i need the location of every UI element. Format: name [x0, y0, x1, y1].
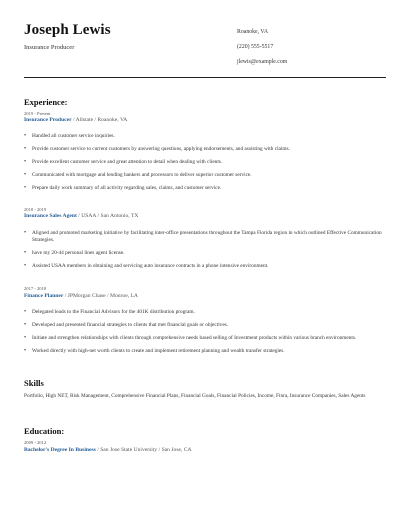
education-heading: Education:	[24, 426, 65, 436]
list-item: • Worked directly with high-net worth clients to create and implement retirement planning and wealth transfer strategies.	[24, 348, 386, 355]
skills-heading: Skills	[24, 378, 44, 388]
list-item: • Handled all customer service inquiries.	[24, 133, 386, 140]
job-bullets	[24, 133, 386, 192]
education-dates: 2009 - 2012	[24, 440, 47, 445]
job-dates: 2017 - 2018	[24, 286, 47, 291]
job-header	[24, 293, 138, 299]
job-header	[24, 117, 127, 123]
list-item: • Aligned and promoted marketing initiative by facilitating inter-office presentations throughout the Tampa Florida region in which outlined Effective Communication Strategies.	[24, 230, 386, 244]
header-divider	[24, 77, 386, 78]
list-item: • Assisted USAA members in obtaining and servicing auto insurance contracts in a phone intensive environment.	[24, 263, 386, 270]
contact-info	[237, 28, 287, 73]
skills-list: Portfolio, High NET, Risk Management, Comprehensive Financial Plans, Financial Goals, Financial Policies, Income, Finra, Insurance Companies, Sales Agents	[24, 393, 366, 399]
resume-header	[24, 22, 386, 74]
education-degree: Bachelor's Degree In Business	[24, 447, 96, 453]
list-item: • Developed and presented financial strategies to clients that met financial goals or objectives.	[24, 322, 386, 329]
contact-location: Roanoke, VA	[237, 29, 269, 35]
list-item: • have my 20-44 personal lines agent license.	[24, 250, 386, 257]
job-company: / Allstate / Roanoke, VA	[71, 117, 128, 123]
list-item: • Communicated with mortgage and lending bankers and processors to deliver superior customer service.	[24, 172, 386, 179]
candidate-name: Joseph Lewis	[24, 22, 111, 38]
experience-heading: Experience:	[24, 97, 68, 107]
education-school: / San Jose State University / San Jose, CA	[95, 447, 192, 453]
list-item: • Prepare daily work summary of all activity regarding sales, claims, and customer service.	[24, 185, 386, 192]
job-bullets	[24, 230, 386, 270]
job-dates: 2018 - 2019	[24, 207, 47, 212]
job-bullets	[24, 309, 386, 355]
contact-phone: (220) 555-5517	[237, 44, 274, 50]
candidate-title: Insurance Producer	[24, 44, 75, 51]
job-role: Insurance Producer	[24, 117, 72, 123]
job-company: / USAA / San Antonio, TX	[76, 213, 139, 219]
job-role: Insurance Sales Agent	[24, 213, 77, 219]
job-dates: 2019 - Present	[24, 111, 51, 116]
list-item: • Provide excellent customer service and great attention to detail when dealing with clients.	[24, 159, 386, 166]
list-item: • Provide customer service to current customers by answering questions, applying endorsements, and assisting with claims.	[24, 146, 386, 153]
list-item: • Delegated leads to the Financial Advisors for the 401K distribution program.	[24, 309, 386, 316]
job-role: Finance Planner	[24, 293, 64, 299]
list-item: • Initiate and strengthen relationships with clients through comprehensive needs based selling of Investment products within various branch environments.	[24, 335, 386, 342]
contact-email: jlewis@example.com	[237, 59, 288, 65]
education-header	[24, 447, 192, 453]
job-header	[24, 213, 138, 219]
job-company: / JPMorgan Chase / Monroe, LA	[63, 293, 138, 299]
